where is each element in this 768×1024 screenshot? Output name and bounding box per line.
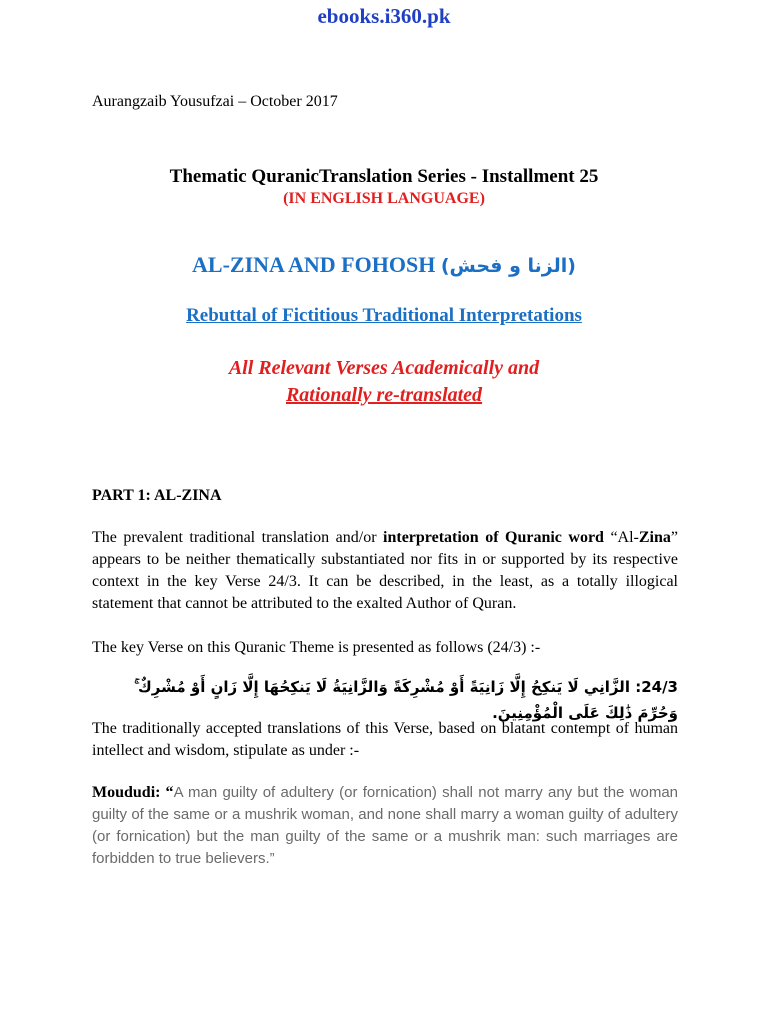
translations-intro: The traditionally accepted translations of this Verse, based on blatant contempt of human intellect and wisdom, stipulate as under :- xyxy=(92,720,678,759)
intro-bold-2: Zina xyxy=(638,529,671,546)
intro-paragraph xyxy=(92,527,678,615)
main-title-english: AL-ZINA AND FOHOSH xyxy=(192,252,436,277)
intro-text-2: “Al- xyxy=(603,529,639,546)
part-heading: PART 1: AL-ZINA xyxy=(92,487,222,504)
verse-number: 24/3: xyxy=(635,678,678,696)
site-header-link[interactable]: ebooks.i360.pk xyxy=(317,4,451,28)
author-line: Aurangzaib Yousufzai – October 2017 xyxy=(92,93,338,110)
main-title-arabic: (الزنا و فحش) xyxy=(440,255,576,277)
moududi-quote xyxy=(92,782,678,870)
intro-bold-1: interpretation of Quranic word xyxy=(383,529,604,546)
tagline-line-1: All Relevant Verses Academically and xyxy=(228,357,540,379)
main-title xyxy=(0,252,768,278)
subtitle: Rebuttal of Fictitious Traditional Interpretations xyxy=(186,305,582,326)
language-note: (IN ENGLISH LANGUAGE) xyxy=(283,190,485,207)
key-verse-intro: The key Verse on this Quranic Theme is presented as follows (24/3) :- xyxy=(92,639,541,656)
moududi-label: Moududi: “ xyxy=(92,784,174,801)
intro-text-3: ” appears to be neither thematically substantiated nor fits in or supported by its respective context in the key Verse 24/3. It can be described, in the least, as a totally illogical statement that cannot be attributed to the exalted Author of Quran. xyxy=(92,529,678,612)
series-title: Thematic QuranicTranslation Series - Installment 25 xyxy=(169,166,599,187)
tagline-line-2: Rationally re-translated xyxy=(285,384,483,406)
verse-text: الزَّانِي لَا يَنكِحُ إِلَّا زَانِيَةً أَوْ مُشْرِكَةً وَالزَّانِيَةُ لَا يَنكِحُهَا إِلَّا زَانٍ أَوْ مُشْرِكٌ ۚ وَحُرِّمَ ذَٰلِكَ عَلَى الْمُؤْمِنِينَ. xyxy=(134,678,678,722)
moududi-text: A man guilty of adultery (or fornication) shall not marry any but the woman guilty of the same or a mushrik woman, and none shall marry a woman guilty of adultery (or fornication) but the man guilty of the same or a mushrik man: such marriages are forbidden to true believers.” xyxy=(92,784,678,867)
tagline xyxy=(0,355,768,409)
intro-text-1: The prevalent traditional translation and/or xyxy=(92,529,384,546)
